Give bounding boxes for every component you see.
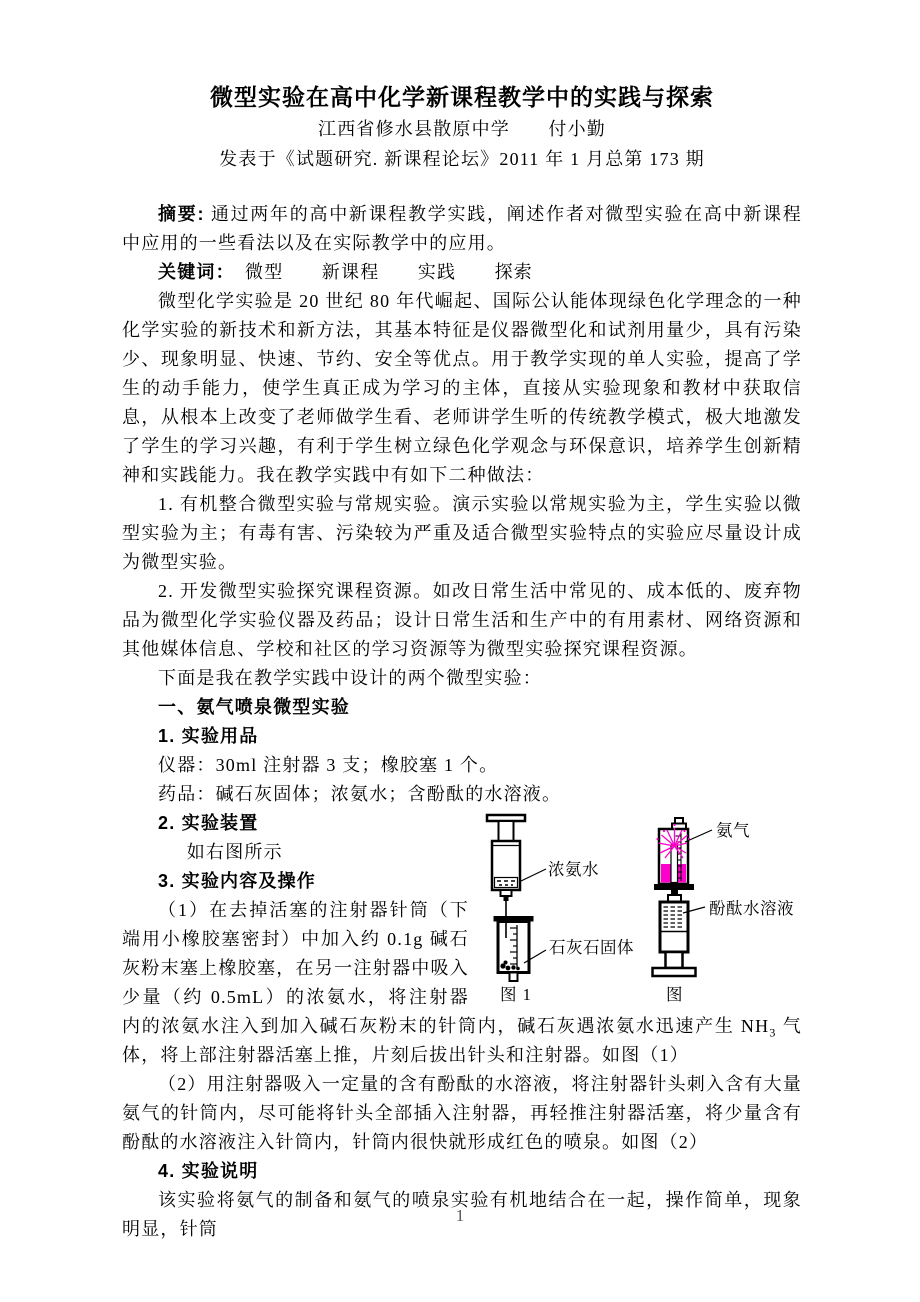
fig1-ammonia-leader-line (521, 869, 546, 881)
nh3-subscript: 3 (769, 1025, 777, 1040)
figure-1-caption: 图 1 (500, 985, 532, 1004)
keywords-label: 关键词： (158, 262, 226, 282)
step1-text-before-formula: （1）在去掉活塞的注射器针筒（下端用小橡胶塞密封）中加入约 0.1g 碱石灰粉末塞上橡胶塞，在另一注射器中吸入少量（约 0.5mL）的浓氨水，将注射器内的浓氨水注入到加入碱石灰粉末的针筒内，碱石灰遇浓氨水迅速产生 (122, 900, 741, 1036)
spacer (122, 174, 802, 200)
nh3-formula: $NH_3$ (740, 1016, 777, 1040)
fig1-bottom-nub (510, 973, 518, 982)
notes-paragraph: 该实验将氨气的制备和氨气的喷泉实验有机地结合在一起，操作简单，现象明显，针筒 (122, 1190, 802, 1239)
reagents-line: 药品：碱石灰固体；浓氨水；含酚酞的水溶液。 (158, 784, 562, 804)
phenolphthalein-label: 酚酞水溶液 (709, 899, 794, 918)
intro-paragraph: 微型化学实验是 20 世纪 80 年代崛起、国际公认能体现绿色化学理念的一种化学实验的新技术和新方法，其基本特征是仪器微型化和试剂用量少，具有污染少、现象明显、快速、节约、安全等优点。用于教学实现的单人实验，提高了学生的动手能力，使学生真正成为学习的主体，直接从实验现象和教材中获取信息，从根本上改变了老师做学生看、老师讲学生听的传统教学模式，极大地激发了学生的学习兴趣，有利于学生树立绿色化学观念与环保意识，培养学生创新精神和实践能力。我在教学实践中有如下二种做法： (122, 291, 802, 485)
ammonia-water-label: 浓氨水 (548, 860, 599, 879)
lime-solid-label: 石灰石固体 (549, 938, 634, 957)
keywords-text: 微型 新课程 实践 探索 (225, 262, 534, 282)
fig1-ammonia-liquid (495, 878, 518, 888)
abstract-paragraph (122, 200, 802, 258)
fig1-upper-syringe (487, 815, 525, 921)
fig2-upper-syringe (654, 818, 694, 902)
figure-2-caption: 图 (666, 985, 684, 1004)
fig2-fountain-tube (671, 845, 678, 883)
keywords-line (122, 258, 802, 287)
ammonia-gas-label: 氨气 (716, 821, 750, 840)
abstract-text: 通过两年的高中新课程教学实践，阐述作者对微型实验在高中新课程中应用的一些看法以及在实际教学中的应用。 (122, 204, 802, 253)
fig2-lower-syringe (653, 902, 696, 976)
section-1-heading: 一、氨气喷泉微型实验 (158, 697, 350, 717)
fig2-base-flange (653, 968, 696, 976)
step1-text-after-formula: 气体，将上部注射器活塞上推，片刻后拔出针头和注射器。如图（1） (122, 1016, 802, 1065)
fig1-syringe-hub (501, 890, 512, 896)
practice-point-2: 2. 开发微型实验探究课程资源。如改日常生活中常见的、成本低的、废弃物品为微型化学实验仪器及药品；设计日常生活和生产中的有用素材、网络资源和其他媒体信息、学校和社区的学习资源等为微型实验探究课程资源。 (122, 581, 802, 659)
apparatus-heading: 2. 实验装置 (158, 813, 259, 833)
fig1-needle-hub (504, 896, 509, 901)
procedure-heading: 3. 实验内容及操作 (158, 871, 317, 891)
lead-in-line: 下面是我在教学实践中设计的两个微型实验： (158, 668, 542, 688)
paper-title: 微型实验在高中化学新课程教学中的实践与探索 (210, 84, 714, 110)
instruments-line: 仪器：30ml 注射器 3 支；橡胶塞 1 个。 (158, 755, 499, 775)
notes-heading: 4. 实验说明 (158, 1161, 259, 1181)
publication-line: 发表于《试题研究. 新课程论坛》2011 年 1 月总第 173 期 (219, 149, 705, 169)
fig1-lower-syringe (494, 916, 534, 981)
author-line: 江西省修水县散原中学 付小勤 (318, 119, 606, 139)
fig1-plunger-rod (499, 821, 514, 841)
fig2-plunger-rod (666, 952, 683, 968)
practice-point-1: 1. 有机整合微型实验与常规实验。演示实验以常规实验为主，学生实验以微型实验为主；有毒有害、污染较为严重及适合微型实验特点的实验应尽量设计成为微型实验。 (122, 494, 802, 572)
fig2-upper-flange (654, 884, 694, 890)
page-number: 1 (455, 1206, 465, 1225)
apparatus-note: 如右图所示 (186, 842, 283, 862)
abstract-label: 摘要: (158, 204, 205, 224)
procedure-step-2: （2）用注射器吸入一定量的含有酚酞的水溶液，将注射器针头刺入含有大量氨气的针筒内，尽可能将针头全部插入注射器，再轻推注射器活塞，将少量含有酚酞的水溶液注入针筒内，针筒内很快就形成红色的喷泉。如图（2） (122, 1074, 802, 1152)
apparatus-figure (469, 811, 814, 1007)
supplies-heading: 1. 实验用品 (158, 726, 259, 746)
